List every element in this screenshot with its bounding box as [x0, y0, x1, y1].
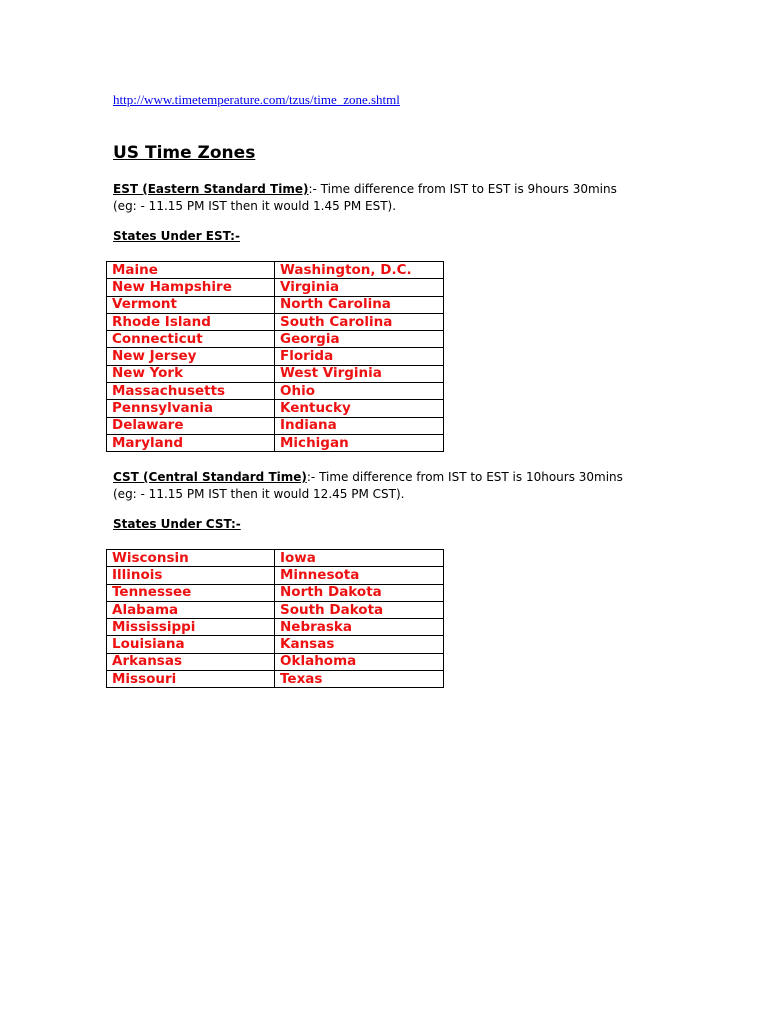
state-cell: South Carolina	[275, 313, 444, 330]
state-cell: Delaware	[107, 417, 275, 434]
state-cell: Maryland	[107, 434, 275, 451]
table-row	[107, 550, 444, 567]
table-row	[107, 383, 444, 400]
state-cell: Maine	[107, 262, 275, 279]
state-cell: Missouri	[107, 671, 275, 688]
state-cell: Massachusetts	[107, 383, 275, 400]
table-row	[107, 313, 444, 330]
table-row	[107, 279, 444, 296]
state-cell: Louisiana	[107, 636, 275, 653]
time-zone-link[interactable]: http://www.timetemperature.com/tzus/time_zone.shtml	[113, 92, 400, 107]
state-cell: Kansas	[275, 636, 444, 653]
table-row	[107, 567, 444, 584]
state-cell: North Dakota	[275, 584, 444, 601]
state-cell: Texas	[275, 671, 444, 688]
state-cell: Michigan	[275, 434, 444, 451]
cst-states-table	[106, 549, 444, 688]
state-cell: Pennsylvania	[107, 400, 275, 417]
state-cell: Indiana	[275, 417, 444, 434]
est-text: :- Time difference from IST to EST is 9hours 30mins (eg: - 11.15 PM IST then it would 1.45 PM EST).	[113, 182, 617, 213]
state-cell: Nebraska	[275, 619, 444, 636]
cst-text: :- Time difference from IST to EST is 10hours 30mins (eg: - 11.15 PM IST then it would 12.45 PM CST).	[113, 470, 623, 501]
state-cell: Mississippi	[107, 619, 275, 636]
state-cell: Connecticut	[107, 331, 275, 348]
state-cell: New Hampshire	[107, 279, 275, 296]
cst-description	[113, 469, 633, 503]
table-row	[107, 348, 444, 365]
state-cell: Washington, D.C.	[275, 262, 444, 279]
table-row	[107, 584, 444, 601]
state-cell: Oklahoma	[275, 653, 444, 670]
state-cell: Iowa	[275, 550, 444, 567]
table-row	[107, 262, 444, 279]
cst-states-heading: States Under CST:-	[113, 517, 241, 531]
state-cell: New Jersey	[107, 348, 275, 365]
page-title: US Time Zones	[113, 143, 256, 163]
table-row	[107, 653, 444, 670]
state-cell: Minnesota	[275, 567, 444, 584]
table-row	[107, 434, 444, 451]
state-cell: Rhode Island	[107, 313, 275, 330]
cst-term: CST (Central Standard Time)	[113, 470, 307, 484]
est-description	[113, 181, 633, 215]
state-cell: Alabama	[107, 601, 275, 618]
state-cell: Wisconsin	[107, 550, 275, 567]
table-row	[107, 601, 444, 618]
table-row	[107, 619, 444, 636]
state-cell: Florida	[275, 348, 444, 365]
est-states-table	[106, 261, 444, 452]
state-cell: Vermont	[107, 296, 275, 313]
est-term: EST (Eastern Standard Time)	[113, 182, 309, 196]
state-cell: Illinois	[107, 567, 275, 584]
state-cell: Tennessee	[107, 584, 275, 601]
state-cell: North Carolina	[275, 296, 444, 313]
table-row	[107, 331, 444, 348]
state-cell: Virginia	[275, 279, 444, 296]
state-cell: Georgia	[275, 331, 444, 348]
table-row	[107, 671, 444, 688]
state-cell: Kentucky	[275, 400, 444, 417]
state-cell: New York	[107, 365, 275, 382]
est-states-heading: States Under EST:-	[113, 229, 240, 243]
state-cell: West Virginia	[275, 365, 444, 382]
table-row	[107, 417, 444, 434]
table-row	[107, 636, 444, 653]
state-cell: Arkansas	[107, 653, 275, 670]
state-cell: South Dakota	[275, 601, 444, 618]
table-row	[107, 296, 444, 313]
table-row	[107, 400, 444, 417]
state-cell: Ohio	[275, 383, 444, 400]
table-row	[107, 365, 444, 382]
